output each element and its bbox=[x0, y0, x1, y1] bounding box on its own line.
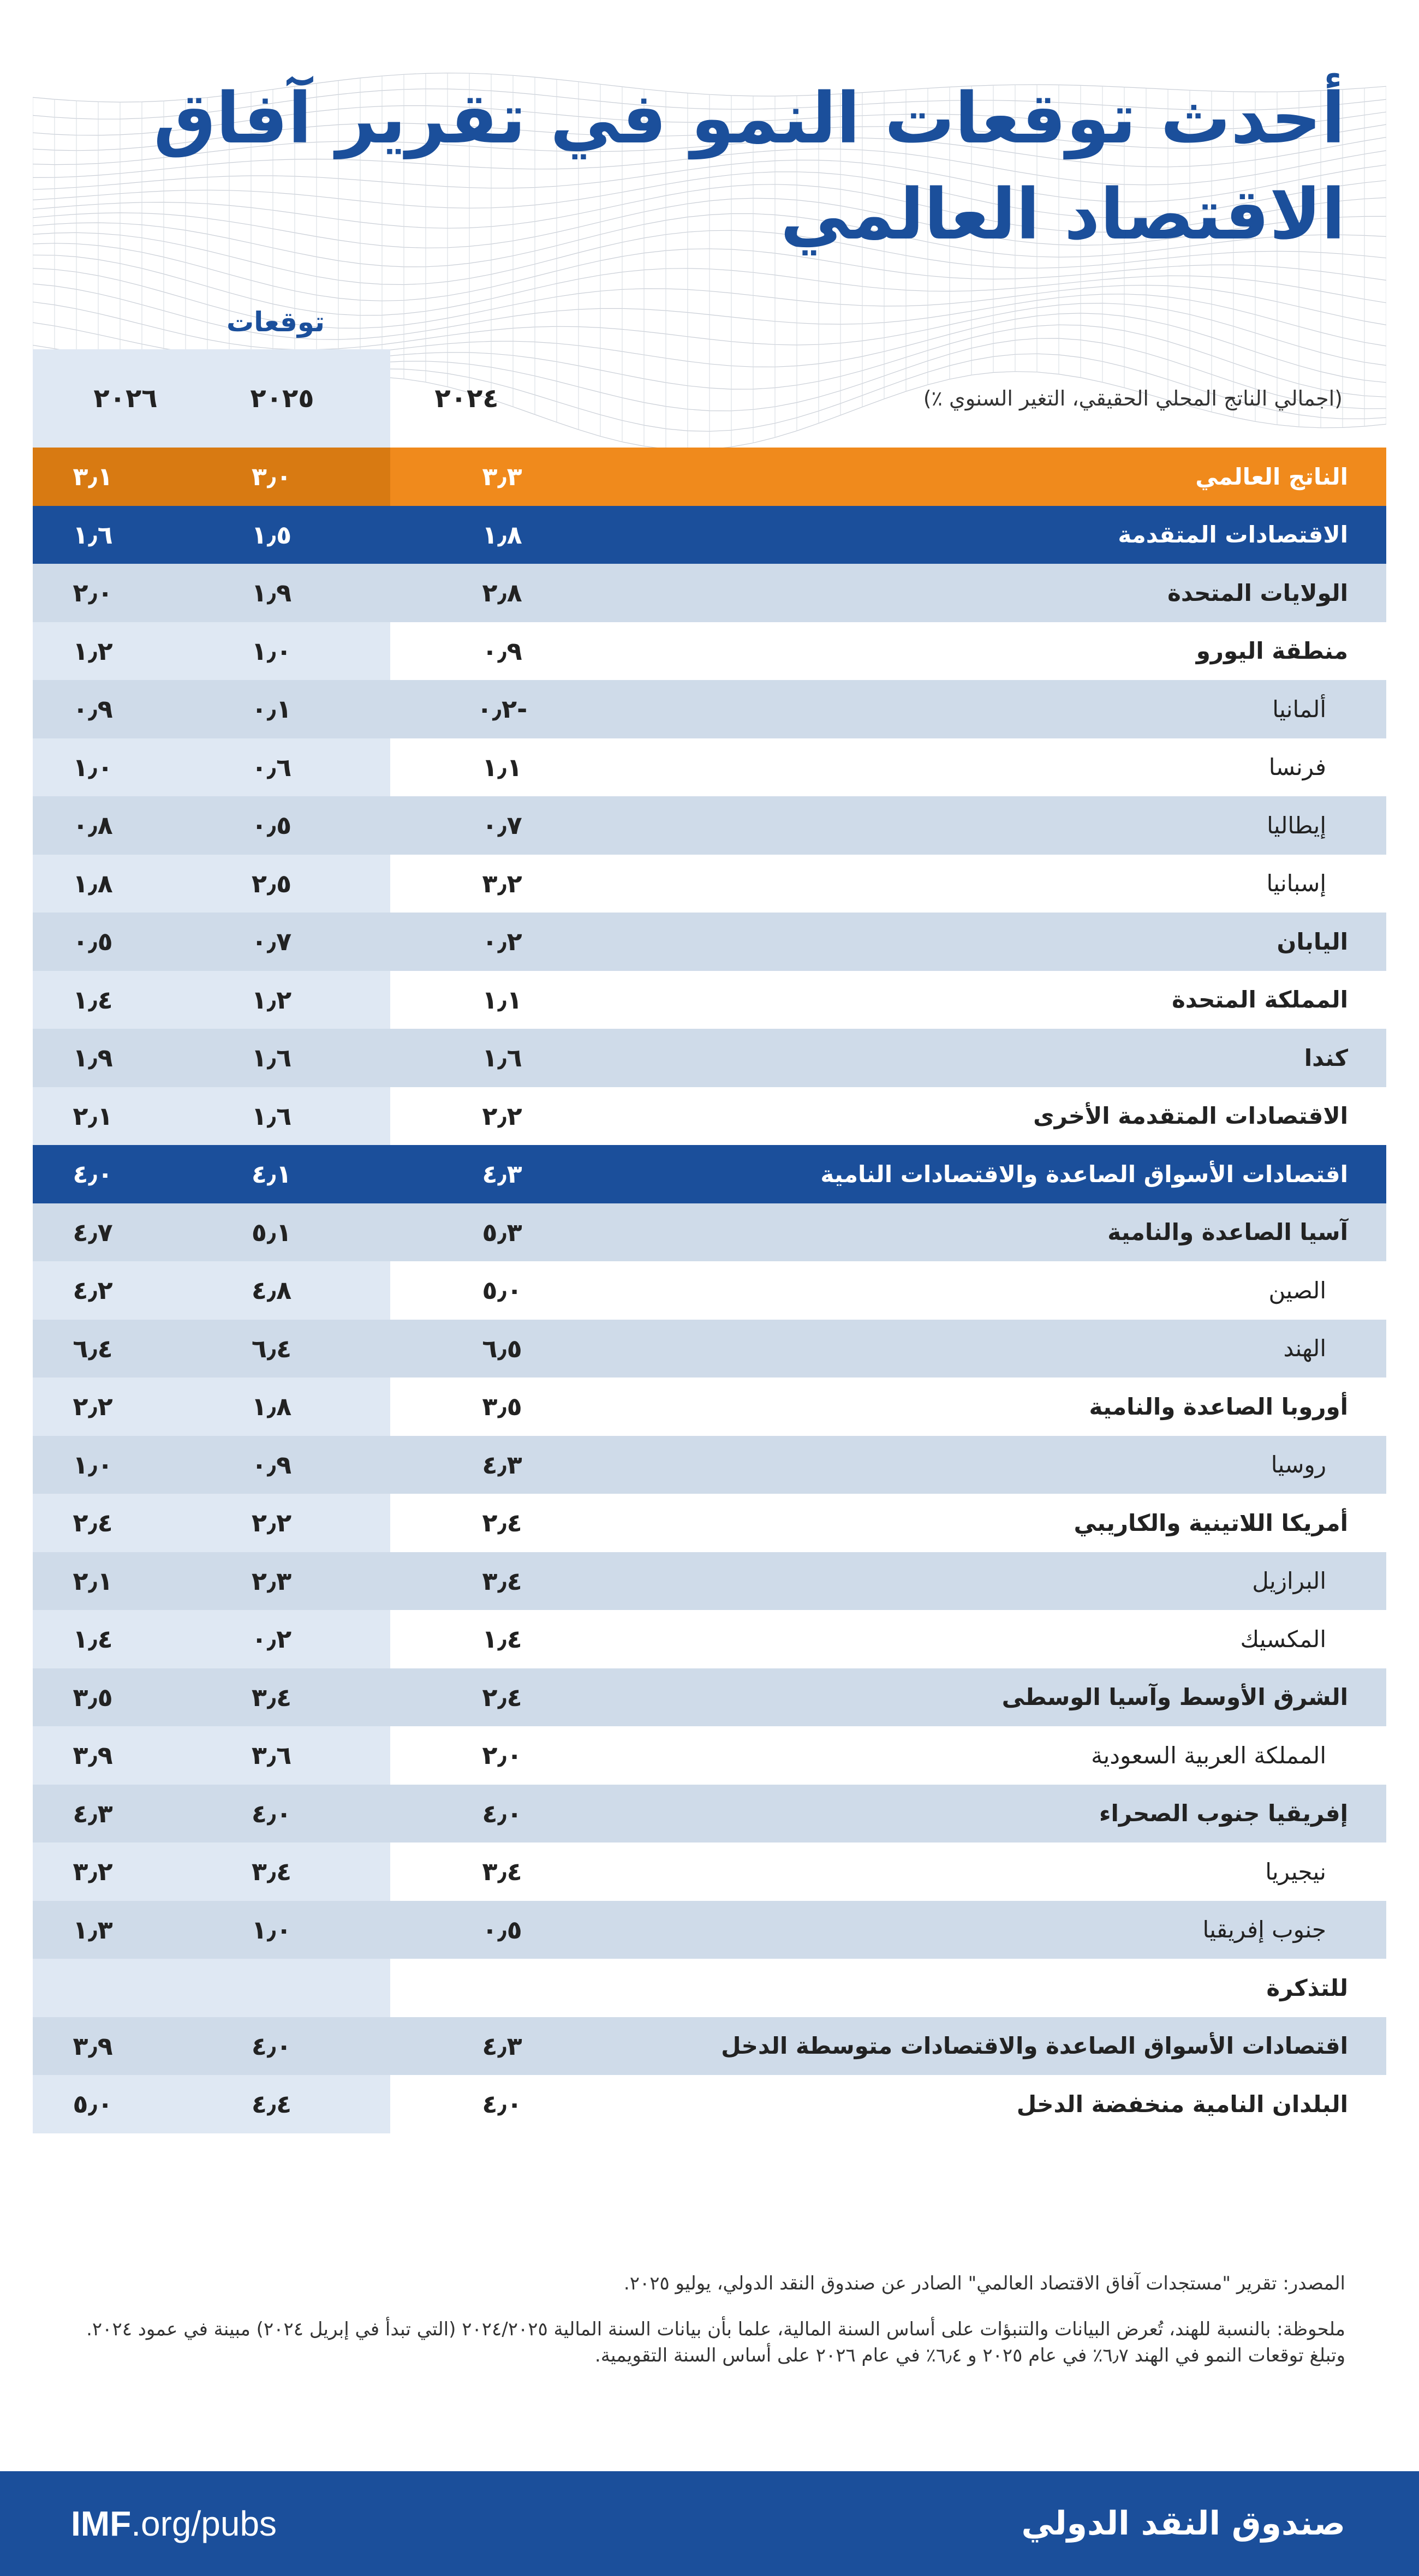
value-2024: ٤٫٣ bbox=[482, 1159, 522, 1189]
footer bbox=[0, 2471, 1419, 2576]
value-2025: ٣٫٤ bbox=[251, 1682, 292, 1712]
value-2024: ٠٫٧ bbox=[482, 810, 522, 840]
table-row bbox=[33, 1610, 1386, 1668]
table-row bbox=[33, 1785, 1386, 1843]
value-2026: ١٫٠ bbox=[73, 1450, 113, 1480]
row-label: المملكة العربية السعودية bbox=[1091, 1742, 1326, 1769]
table-row bbox=[33, 448, 1386, 506]
row-label: إفريقيا جنوب الصحراء bbox=[1099, 1800, 1348, 1827]
india-note: ملحوظة: بالنسبة للهند، تُعرض البيانات والتنبؤات على أساس السنة المالية، علما بأن بيانات السنة المالية ٢٠٢٤/٢٠٢٥ (التي تبدأ في إبريل ٢٠٢٤) مبينة في عمود ٢٠٢٤. وتبلغ توقعات النمو في الهند ٦٫٧٪ في عام ٢٠٢٥ و ٦٫٤٪ في عام ٢٠٢٦ على أساس السنة التقويمية. bbox=[86, 2318, 1345, 2366]
table-row bbox=[33, 1959, 1386, 2017]
value-2025: ٠٫٢ bbox=[251, 1624, 292, 1654]
year-2025-header: ٢٠٢٥ bbox=[250, 383, 314, 414]
page-header bbox=[0, 0, 1419, 448]
table-row bbox=[33, 1378, 1386, 1436]
value-2024: ١٫١ bbox=[482, 752, 522, 782]
row-label: الهند bbox=[1283, 1335, 1326, 1362]
value-2026: ٥٫٠ bbox=[73, 2089, 113, 2119]
source-note: المصدر: تقرير "مستجدات آفاق الاقتصاد العالمي" الصادر عن صندوق النقد الدولي، يوليو ٢٠٢٥. bbox=[623, 2273, 1345, 2294]
row-label: فرنسا bbox=[1268, 754, 1326, 781]
value-2025: ٦٫٤ bbox=[251, 1333, 292, 1363]
row-label: الاقتصادات المتقدمة bbox=[1118, 521, 1348, 548]
row-label: الناتج العالمي bbox=[1195, 463, 1348, 490]
value-2026: ١٫٦ bbox=[73, 520, 113, 550]
value-2026: ١٫٤ bbox=[73, 1624, 113, 1654]
value-2025: ٥٫١ bbox=[251, 1217, 292, 1247]
table-row bbox=[33, 1842, 1386, 1901]
table-row bbox=[33, 913, 1386, 971]
value-2024: ٣٫٤ bbox=[482, 1857, 522, 1887]
row-label: الاقتصادات المتقدمة الأخرى bbox=[1033, 1102, 1348, 1130]
logo-pubs: pubs bbox=[201, 2504, 277, 2543]
value-2026: ٣٫١ bbox=[73, 462, 113, 492]
table-row bbox=[33, 796, 1386, 855]
table-row bbox=[33, 1261, 1386, 1320]
logo-imf: IMF bbox=[71, 2504, 132, 2543]
table-row bbox=[33, 971, 1386, 1029]
value-2025: ٠٫٦ bbox=[251, 752, 292, 782]
value-2026: ٢٫٠ bbox=[73, 578, 113, 608]
value-2025: ٢٫٢ bbox=[251, 1508, 292, 1538]
title-line-1: أحدث توقعات النمو في تقرير آفاق bbox=[153, 78, 1345, 159]
row-label: للتذكرة bbox=[1266, 1974, 1348, 2001]
row-label: البلدان النامية منخفضة الدخل bbox=[1016, 2090, 1348, 2118]
year-2024-header: ٢٠٢٤ bbox=[434, 383, 499, 414]
value-2024: -٠٫٢ bbox=[476, 694, 528, 724]
row-label: المكسيك bbox=[1240, 1625, 1326, 1653]
value-2024: ٤٫٣ bbox=[482, 1450, 522, 1480]
logo-org: .org/ bbox=[131, 2504, 201, 2543]
row-label: اليابان bbox=[1277, 928, 1348, 955]
value-2026: ١٫٤ bbox=[73, 985, 113, 1015]
row-label: أوروبا الصاعدة والنامية bbox=[1089, 1393, 1348, 1420]
value-2024: ٤٫٣ bbox=[482, 2031, 522, 2061]
table-row bbox=[33, 1203, 1386, 1262]
value-2025: ٠٫٩ bbox=[251, 1450, 292, 1480]
value-2026: ٣٫٩ bbox=[73, 1740, 113, 1770]
value-2024: ٢٫٨ bbox=[482, 578, 522, 608]
table-row bbox=[33, 622, 1386, 681]
table-row bbox=[33, 564, 1386, 622]
row-label: المملكة المتحدة bbox=[1172, 986, 1348, 1013]
value-2026: ١٫٢ bbox=[73, 636, 113, 666]
value-2026: ٦٫٤ bbox=[73, 1333, 113, 1363]
value-2025: ١٫٦ bbox=[251, 1101, 292, 1131]
value-2025: ١٫٨ bbox=[251, 1392, 292, 1422]
value-2025: ٠٫١ bbox=[251, 694, 292, 724]
value-2024: ٠٫٩ bbox=[482, 636, 522, 666]
value-2024: ٢٫٠ bbox=[482, 1740, 522, 1770]
table-row bbox=[33, 2017, 1386, 2076]
row-label: إسبانيا bbox=[1266, 870, 1326, 897]
value-2025: ١٫٥ bbox=[251, 520, 292, 550]
value-2025: ٣٫٤ bbox=[251, 1857, 292, 1887]
table-row bbox=[33, 855, 1386, 913]
table-row bbox=[33, 1436, 1386, 1494]
value-2024: ٣٫٤ bbox=[482, 1566, 522, 1596]
value-2025: ٠٫٧ bbox=[251, 927, 292, 957]
value-2026: ٤٫٢ bbox=[73, 1275, 113, 1305]
value-2024: ٢٫٢ bbox=[482, 1101, 522, 1131]
value-2024: ٣٫٢ bbox=[482, 868, 522, 898]
forecast-label: توقعات bbox=[226, 306, 325, 338]
value-2026: ٤٫٠ bbox=[73, 1159, 113, 1189]
table-row bbox=[33, 1668, 1386, 1727]
value-2024: ٣٫٣ bbox=[482, 462, 522, 492]
table-row bbox=[33, 738, 1386, 797]
value-2025: ٣٫٠ bbox=[251, 462, 292, 492]
value-2025: ٤٫٠ bbox=[251, 1798, 292, 1828]
value-2026: ٠٫٥ bbox=[73, 927, 113, 957]
value-2025: ٣٫٦ bbox=[251, 1740, 292, 1770]
value-2025: ٤٫٨ bbox=[251, 1275, 292, 1305]
value-2026: ٢٫١ bbox=[73, 1566, 113, 1596]
value-2026: ١٫٩ bbox=[73, 1043, 113, 1073]
value-2024: ٥٫٠ bbox=[482, 1275, 522, 1305]
table-row bbox=[33, 1901, 1386, 1959]
row-label: منطقة اليورو bbox=[1196, 637, 1348, 665]
notes bbox=[63, 2270, 1345, 2388]
row-label: ألمانيا bbox=[1272, 695, 1326, 723]
value-2026: ٤٫٣ bbox=[73, 1798, 113, 1828]
row-label: كندا bbox=[1304, 1044, 1348, 1071]
title-line-2: الاقتصاد العالمي bbox=[780, 174, 1345, 255]
value-2025: ٤٫٤ bbox=[251, 2089, 292, 2119]
row-label: روسيا bbox=[1271, 1451, 1326, 1478]
row-label: جنوب إفريقيا bbox=[1202, 1916, 1326, 1943]
table-row bbox=[33, 680, 1386, 738]
value-2025: ١٫٩ bbox=[251, 578, 292, 608]
value-2026: ٢٫٤ bbox=[73, 1508, 113, 1538]
value-2025: ٤٫١ bbox=[251, 1159, 292, 1189]
value-2025: ٤٫٠ bbox=[251, 2031, 292, 2061]
value-2025: ١٫٢ bbox=[251, 985, 292, 1015]
row-label: الولايات المتحدة bbox=[1167, 579, 1348, 606]
value-2024: ٦٫٥ bbox=[482, 1333, 522, 1363]
value-2025: ١٫٠ bbox=[251, 636, 292, 666]
value-2025: ٢٫٥ bbox=[251, 868, 292, 898]
table-row bbox=[33, 1726, 1386, 1785]
value-2026: ٢٫٢ bbox=[73, 1392, 113, 1422]
value-2025: ١٫٦ bbox=[251, 1043, 292, 1073]
units-label: (اجمالي الناتج المحلي الحقيقي، التغير السنوي ٪) bbox=[923, 386, 1343, 410]
value-2025: ٢٫٣ bbox=[251, 1566, 292, 1596]
row-label: البرازيل bbox=[1252, 1567, 1326, 1595]
growth-table bbox=[33, 448, 1386, 2133]
value-2025 bbox=[153, 1959, 390, 2017]
value-2026: ١٫٨ bbox=[73, 868, 113, 898]
value-2026: ١٫٣ bbox=[73, 1915, 113, 1945]
footer-org-name: صندوق النقد الدولي bbox=[1021, 2505, 1345, 2543]
value-2026: ٣٫٥ bbox=[73, 1682, 113, 1712]
value-2026 bbox=[33, 1959, 153, 2017]
table-row bbox=[33, 1552, 1386, 1611]
row-label: الصين bbox=[1268, 1277, 1326, 1304]
value-2024: ١٫٨ bbox=[482, 520, 522, 550]
row-label: اقتصادات الأسواق الصاعدة والاقتصادات النامية bbox=[820, 1160, 1348, 1188]
value-2024: ٢٫٤ bbox=[482, 1508, 522, 1538]
value-2024: ١٫٦ bbox=[482, 1043, 522, 1073]
row-label: إيطاليا bbox=[1267, 812, 1326, 839]
value-2024: ١٫١ bbox=[482, 985, 522, 1015]
value-2026: ٤٫٧ bbox=[73, 1217, 113, 1247]
value-2024: ٤٫٠ bbox=[482, 1798, 522, 1828]
row-label: نيجيريا bbox=[1265, 1858, 1326, 1885]
value-2026: ٠٫٨ bbox=[73, 810, 113, 840]
value-2024: ٥٫٣ bbox=[482, 1217, 522, 1247]
row-label: آسيا الصاعدة والنامية bbox=[1107, 1219, 1348, 1246]
value-2024: ٠٫٥ bbox=[482, 1915, 522, 1945]
value-2025: ١٫٠ bbox=[251, 1915, 292, 1945]
value-2026: ٢٫١ bbox=[73, 1101, 113, 1131]
value-2024: ٤٫٠ bbox=[482, 2089, 522, 2119]
table-row bbox=[33, 1145, 1386, 1203]
row-label: الشرق الأوسط وآسيا الوسطى bbox=[1001, 1684, 1348, 1711]
table-row bbox=[33, 1087, 1386, 1146]
year-2026-header: ٢٠٢٦ bbox=[93, 383, 158, 414]
row-label: اقتصادات الأسواق الصاعدة والاقتصادات متوسطة الدخل bbox=[721, 2032, 1348, 2060]
value-2026: ١٫٠ bbox=[73, 752, 113, 782]
table-row bbox=[33, 2075, 1386, 2133]
table-row bbox=[33, 506, 1386, 564]
table-row bbox=[33, 1029, 1386, 1087]
table-row bbox=[33, 1494, 1386, 1552]
imf-pubs-link[interactable] bbox=[71, 2504, 277, 2543]
value-2024: ٠٫٢ bbox=[482, 927, 522, 957]
value-2024: ١٫٤ bbox=[482, 1624, 522, 1654]
value-2026: ٣٫٩ bbox=[73, 2031, 113, 2061]
value-2024: ٢٫٤ bbox=[482, 1682, 522, 1712]
value-2026: ٣٫٢ bbox=[73, 1857, 113, 1887]
page-title bbox=[145, 71, 1345, 263]
value-2026: ٠٫٩ bbox=[73, 694, 113, 724]
value-2025: ٠٫٥ bbox=[251, 810, 292, 840]
row-label: أمريكا اللاتينية والكاريبي bbox=[1074, 1509, 1348, 1536]
table-row bbox=[33, 1320, 1386, 1378]
value-2024: ٣٫٥ bbox=[482, 1392, 522, 1422]
